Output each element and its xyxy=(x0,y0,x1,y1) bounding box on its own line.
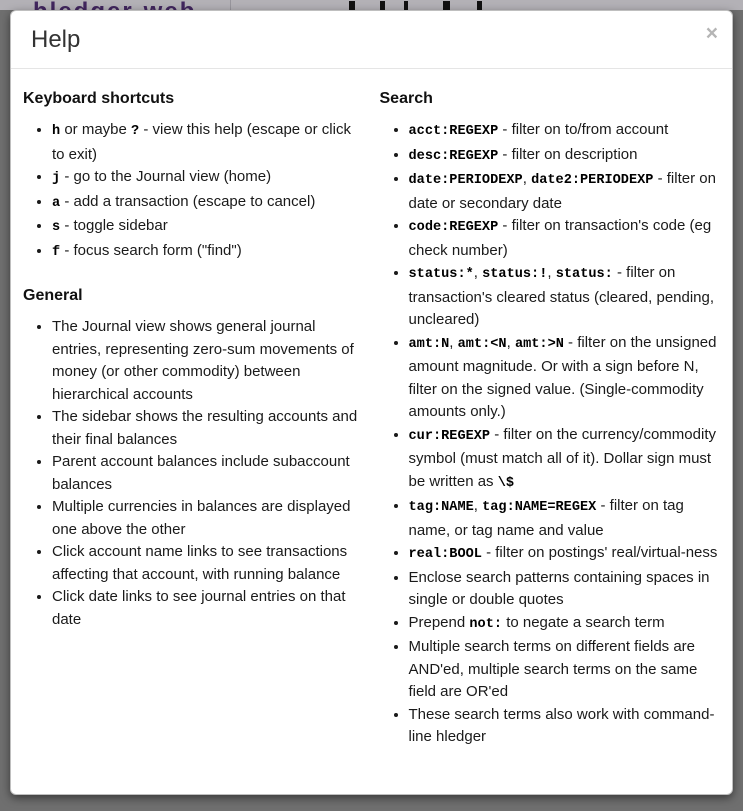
help-list-item: • real:BOOL - filter on postings' real/virtual-ness xyxy=(409,542,721,567)
section-general xyxy=(23,287,364,631)
search-syntax-list xyxy=(380,119,721,749)
help-list-item: • amt:N, amt:<N, amt:>N - filter on the unsigned amount magnitude. Or with a sign before N, filter on the signed value. (Single-commodity amounts only.) xyxy=(409,332,721,424)
help-list-item: • Multiple search terms on different fields are AND'ed, multiple search terms on the same field are OR'ed xyxy=(409,636,721,704)
background-heading-fragment xyxy=(443,1,450,10)
help-list-item: • acct:REGEXP - filter on to/from account xyxy=(409,119,721,144)
section-heading-keyboard-shortcuts: Keyboard shortcuts xyxy=(23,90,175,107)
help-list-item: • f - focus search form ("find") xyxy=(52,240,364,265)
help-list-item: • Parent account balances include subaccount balances xyxy=(52,451,364,496)
help-list-item: • a - add a transaction (escape to cancel) xyxy=(52,191,364,216)
background-page-top xyxy=(0,0,743,10)
help-list-item: • h or maybe ? - view this help (escape or click to exit) xyxy=(52,119,364,166)
section-keyboard-shortcuts xyxy=(23,90,364,264)
background-heading-fragment xyxy=(477,1,482,10)
help-list-item: • tag:NAME, tag:NAME=REGEX - filter on tag name, or tag name and value xyxy=(409,495,721,542)
close-icon[interactable]: × xyxy=(705,22,718,45)
help-dialog-header xyxy=(11,11,732,69)
help-list-item: • cur:REGEXP - filter on the currency/commodity symbol (must match all of it). Dollar sign must be written as \$ xyxy=(409,424,721,496)
help-list-item: • j - go to the Journal view (home) xyxy=(52,166,364,191)
help-dialog-title: Help xyxy=(31,26,81,53)
help-list-item: • The sidebar shows the resulting accounts and their final balances xyxy=(52,406,364,451)
background-heading-fragment xyxy=(380,1,385,10)
general-list xyxy=(23,316,364,631)
help-list-item: • Click date links to see journal entries on that date xyxy=(52,586,364,631)
background-heading-fragment xyxy=(349,1,355,10)
help-list-item: • These search terms also work with command-line hledger xyxy=(409,704,721,749)
help-right-column xyxy=(380,81,721,772)
help-list-item: • The Journal view shows general journal entries, representing zero-sum movements of money (or other commodity) between hierarchical accounts xyxy=(52,316,364,406)
help-list-item: • Multiple currencies in balances are displayed one above the other xyxy=(52,496,364,541)
section-heading-search: Search xyxy=(379,90,433,107)
help-list-item: • code:REGEXP - filter on transaction's code (eg check number) xyxy=(409,215,721,262)
keyboard-shortcuts-list xyxy=(23,119,364,264)
help-list-item: • Prepend not: to negate a search term xyxy=(409,612,721,637)
background-heading-fragment xyxy=(404,1,408,10)
help-dialog-body xyxy=(11,69,732,772)
section-search xyxy=(380,90,721,749)
help-list-item: • status:*, status:!, status: - filter on transaction's cleared status (cleared, pending, uncleared) xyxy=(409,262,721,332)
help-list-item: • s - toggle sidebar xyxy=(52,215,364,240)
help-list-item: • date:PERIODEXP, date2:PERIODEXP - filter on date or secondary date xyxy=(409,168,721,215)
help-list-item: • Click account name links to see transactions affecting that account, with running balance xyxy=(52,541,364,586)
section-heading-general: General xyxy=(23,287,83,304)
help-list-item: • Enclose search patterns containing spaces in single or double quotes xyxy=(409,567,721,612)
help-list-item: • desc:REGEXP - filter on description xyxy=(409,144,721,169)
help-dialog xyxy=(10,10,733,795)
help-left-column xyxy=(23,81,364,772)
background-column-divider xyxy=(230,0,231,10)
